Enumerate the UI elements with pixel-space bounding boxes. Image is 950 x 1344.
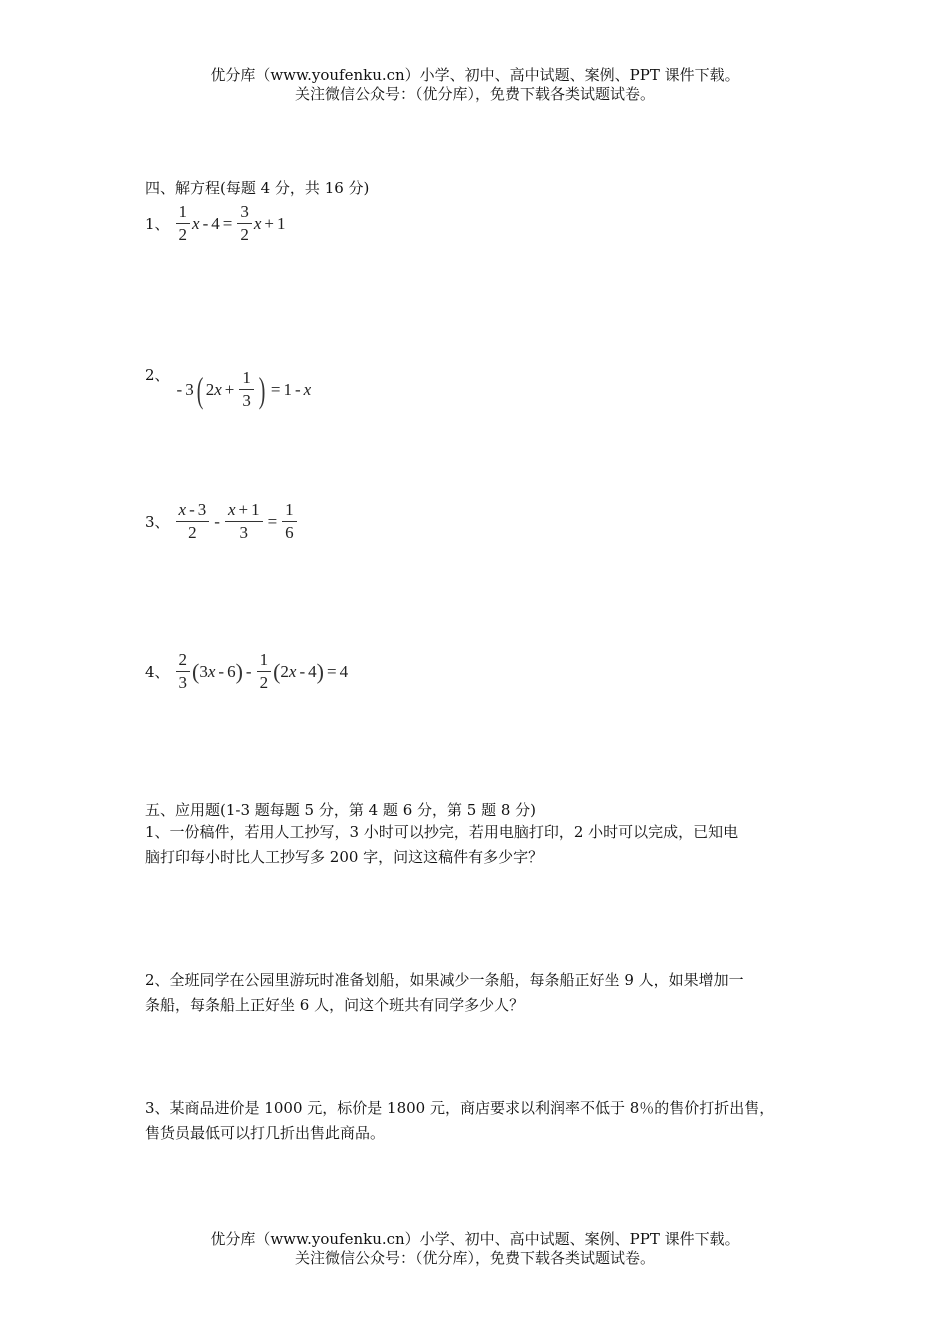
constant: 4 (308, 661, 317, 681)
problem-3-line-2: 售货员最低可以打几折出售此商品。 (145, 1124, 386, 1142)
header-line-1: 优分库（www.youfenku.cn）小学、初中、高中试题、案例、PPT 课件下载。 (210, 66, 740, 84)
equation-number: 1、 (145, 215, 170, 233)
numerator: 1 (257, 650, 272, 672)
equation-number: 2、 (145, 366, 170, 384)
left-paren: ( (196, 369, 204, 410)
equation-number: 4、 (145, 663, 170, 681)
numerator: 1 (176, 202, 191, 224)
constant: 4 (211, 213, 220, 233)
fraction (176, 202, 191, 245)
numerator (176, 500, 210, 522)
fraction (225, 500, 263, 543)
equals-sign: = (267, 511, 278, 531)
problem-3 (145, 1096, 825, 1146)
denominator: 2 (188, 523, 197, 542)
operator: - (294, 379, 301, 399)
constant: 6 (227, 661, 236, 681)
operator: - (299, 661, 306, 681)
equation-4 (145, 650, 348, 693)
denominator: 3 (178, 673, 188, 692)
right-paren: ) (258, 369, 266, 410)
equation-2-math (174, 368, 312, 411)
equation-2 (145, 360, 311, 411)
operator: + (264, 213, 274, 233)
fraction (239, 368, 254, 411)
denominator: 2 (178, 225, 188, 244)
operator: - (202, 213, 209, 233)
header-line-2: 关注微信公众号：（优分库），免费下载各类试题试卷。 (294, 85, 655, 103)
constant: 1 (251, 500, 260, 519)
fraction (176, 500, 210, 543)
constant: 2 (280, 661, 289, 681)
variable: x (227, 500, 236, 519)
operator: - (214, 511, 220, 531)
operator: - (245, 661, 252, 681)
denominator: 2 (259, 673, 269, 692)
equation-3-math (174, 500, 299, 543)
section-4-title: 四、解方程(每题 4 分，共 16 分) (145, 179, 370, 197)
operator: - (189, 500, 195, 519)
equation-1 (145, 202, 286, 245)
footer-line-1: 优分库（www.youfenku.cn）小学、初中、高中试题、案例、PPT 课件下载。 (210, 1230, 740, 1248)
numerator: 2 (176, 650, 191, 672)
left-paren: ( (192, 658, 200, 684)
constant: 2 (205, 379, 215, 399)
numerator: 3 (237, 202, 252, 224)
footer-line-2: 关注微信公众号：（优分库），免费下载各类试题试卷。 (294, 1249, 655, 1267)
constant: 4 (339, 661, 349, 681)
constant: 3 (197, 500, 207, 519)
equals-sign: = (270, 379, 281, 399)
numerator: 1 (239, 368, 254, 390)
variable: x (303, 379, 312, 399)
denominator: 6 (285, 523, 294, 542)
operator: + (224, 379, 235, 399)
variable: x (178, 500, 187, 519)
equation-1-math (174, 202, 286, 245)
fraction (237, 202, 252, 245)
right-paren: ) (235, 658, 243, 684)
variable: x (192, 213, 200, 233)
fraction (176, 650, 191, 693)
problem-2 (145, 968, 825, 1018)
page-header (0, 66, 950, 104)
operator: - (176, 379, 183, 399)
numerator (225, 500, 263, 522)
problem-2-line-2: 条船，每条船上正好坐 6 人，问这个班共有同学多少人？ (145, 996, 525, 1014)
fraction (257, 650, 272, 693)
problem-1 (145, 820, 825, 870)
equals-sign: = (326, 661, 337, 681)
problem-1-line-2: 脑打印每小时比人工抄写多 200 字，问这这稿件有多少字？ (145, 848, 544, 866)
denominator: 3 (242, 391, 251, 410)
problem-3-line-1: 3、某商品进价是 1000 元，标价是 1800 元，商店要求以利润率不低于 8％的售价打折出售， (145, 1099, 775, 1117)
constant: 1 (277, 213, 286, 233)
variable: x (288, 661, 297, 681)
constant: 1 (283, 379, 292, 399)
denominator: 2 (240, 225, 249, 244)
equation-number: 3、 (145, 513, 170, 531)
constant: 3 (185, 379, 194, 399)
variable: x (207, 661, 216, 681)
variable: x (253, 213, 262, 233)
equation-4-math (174, 650, 349, 693)
section-5-title: 五、应用题(1-3 题每题 5 分，第 4 题 6 分，第 5 题 8 分) (145, 801, 537, 819)
operator: + (238, 500, 249, 519)
operator: - (218, 661, 225, 681)
page-footer (0, 1230, 950, 1268)
variable: x (214, 379, 222, 399)
equals-sign: = (222, 213, 233, 233)
constant: 3 (199, 661, 208, 681)
problem-1-line-1: 1、一份稿件，若用人工抄写，3 小时可以抄完，若用电脑打印，2 小时可以完成，已知电 (145, 823, 739, 841)
right-paren: ) (316, 658, 324, 684)
fraction (282, 500, 297, 543)
problem-2-line-1: 2、全班同学在公园里游玩时准备划船，如果减少一条船，每条船正好坐 9 人，如果增加一 (145, 971, 744, 989)
equation-3 (145, 500, 299, 543)
numerator: 1 (282, 500, 297, 522)
denominator: 3 (239, 523, 248, 542)
left-paren: ( (273, 658, 281, 684)
